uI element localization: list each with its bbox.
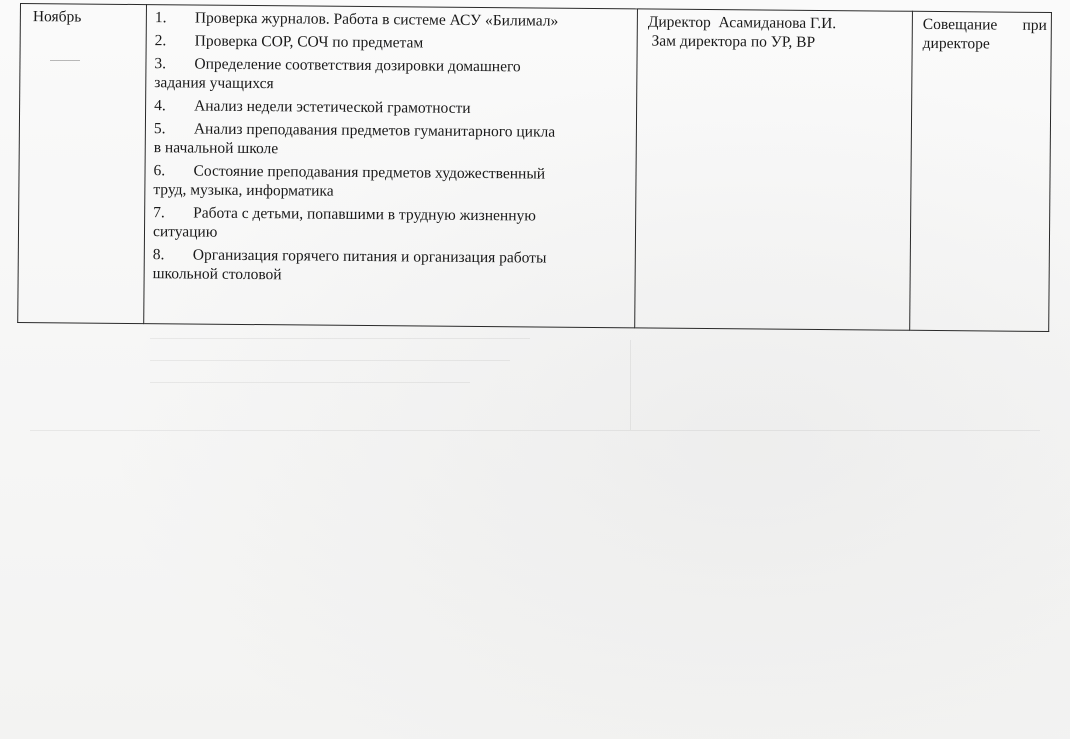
list-item bbox=[154, 96, 630, 119]
responsible-line: Директор Асамиданова Г.И. bbox=[647, 13, 837, 33]
task-text-continued: школьной столовой bbox=[152, 265, 282, 284]
task-number: 4. bbox=[154, 97, 166, 115]
list-item bbox=[153, 245, 629, 287]
form-text bbox=[923, 15, 1047, 35]
list-item bbox=[155, 8, 631, 31]
task-text: Анализ недели эстетической грамотности bbox=[194, 97, 471, 117]
list-item bbox=[153, 161, 629, 203]
form-cell bbox=[910, 11, 1052, 331]
task-text: Определение соответствия дозировки домашнего bbox=[194, 55, 521, 76]
show-through-line bbox=[150, 360, 510, 361]
task-number: 2. bbox=[154, 32, 167, 50]
responsible-line: Зам директора по УР, ВР bbox=[647, 32, 816, 51]
task-text: Анализ преподавания предметов гуманитарного цикла bbox=[193, 120, 556, 141]
month-label: Ноябрь bbox=[32, 8, 82, 26]
table-row bbox=[18, 4, 1052, 332]
task-text-continued: задания учащихся bbox=[154, 74, 274, 93]
task-text-continued: труд, музыка, информатика bbox=[153, 181, 334, 200]
list-item bbox=[154, 119, 630, 161]
task-text: Работа с детьми, попавшими в трудную жизненную bbox=[193, 204, 536, 225]
form-line: Совещание при bbox=[922, 15, 1047, 34]
task-text-continued: в начальной школе bbox=[153, 139, 279, 158]
responsible-cell bbox=[635, 9, 913, 330]
task-number: 7. bbox=[153, 204, 165, 222]
task-text: Организация горячего питания и организация работы bbox=[192, 246, 547, 267]
list-item bbox=[153, 203, 629, 245]
task-number: 6. bbox=[153, 162, 166, 180]
task-number: 3. bbox=[154, 55, 167, 73]
task-number: 5. bbox=[153, 120, 166, 138]
show-through-line bbox=[630, 340, 631, 430]
task-text: Проверка журналов. Работа в системе АСУ «Билимал» bbox=[194, 9, 559, 30]
task-number: 1. bbox=[154, 9, 167, 27]
plan-table bbox=[17, 3, 1052, 332]
plan-table-wrapper bbox=[17, 3, 1046, 340]
show-through-line bbox=[150, 338, 530, 339]
task-list bbox=[153, 8, 631, 287]
task-text: Проверка СОР, СОЧ по предметам bbox=[194, 32, 424, 52]
tasks-cell bbox=[144, 5, 638, 328]
list-item bbox=[154, 54, 630, 96]
task-text: Состояние преподавания предметов художественный bbox=[193, 162, 546, 183]
month-cell bbox=[18, 4, 147, 324]
list-item bbox=[155, 31, 631, 54]
show-through-line bbox=[150, 382, 470, 383]
show-through-line bbox=[30, 430, 1040, 431]
form-line: директоре bbox=[922, 34, 990, 53]
task-text-continued: ситуацию bbox=[152, 223, 218, 241]
task-number: 8. bbox=[152, 246, 165, 264]
